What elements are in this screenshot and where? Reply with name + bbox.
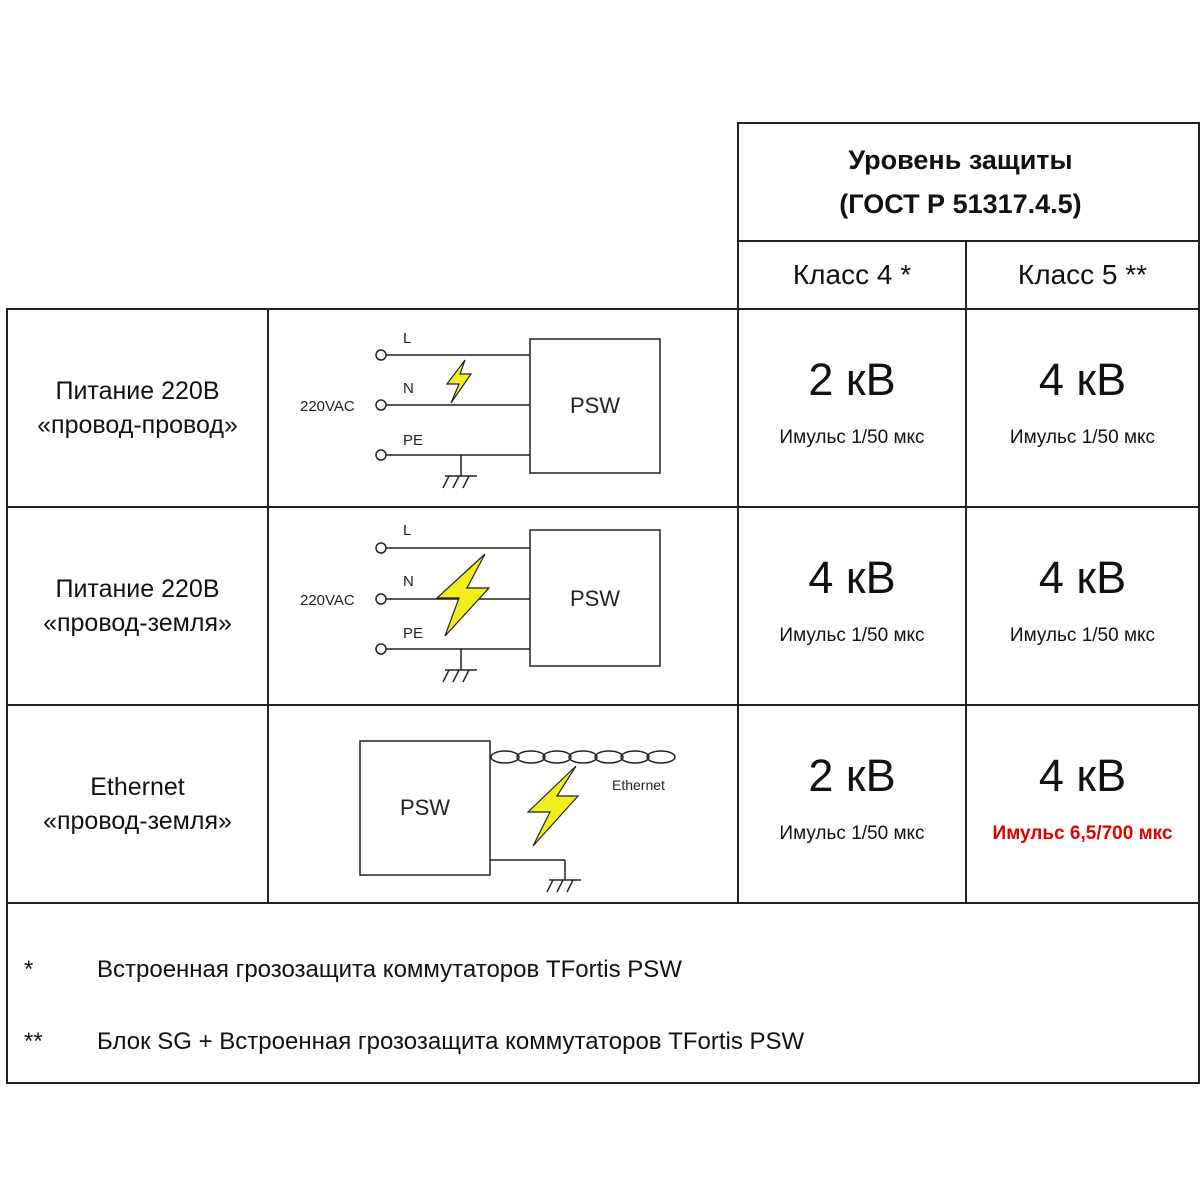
cable-twist	[517, 751, 545, 763]
label-pe: PE	[403, 432, 424, 449]
row3-label-line1: Ethernet	[90, 773, 185, 801]
source-label: 220VAC	[300, 398, 355, 415]
cable-twist	[647, 751, 675, 763]
ethernet-label: Ethernet	[612, 777, 665, 793]
row3-label-cell	[6, 704, 269, 904]
row2-circuit-diagram	[269, 508, 737, 704]
psw-label: PSW	[569, 586, 621, 611]
row3-class5-impulse: Имульс 6,5/700 мкс	[992, 823, 1173, 844]
cable-twist	[621, 751, 649, 763]
row1-class4-impulse: Имульс 1/50 мкс	[779, 427, 925, 448]
terminal-n	[376, 400, 386, 410]
row2-class5-cell	[965, 506, 1200, 706]
label-n: N	[403, 573, 414, 590]
row1-label-line2: «провод-провод»	[37, 411, 238, 439]
label-l: L	[403, 330, 412, 347]
row2-class5-kv: 4 кВ	[1038, 552, 1127, 603]
row3-class5-kv: 4 кВ	[1038, 750, 1127, 801]
header-title-cell	[737, 122, 1200, 242]
note-1-text: Встроенная грозозащита коммутаторов TFortis PSW	[97, 956, 682, 983]
cable-twist	[595, 751, 623, 763]
row1-diagram-cell	[267, 308, 739, 508]
notes-block	[6, 902, 1200, 1084]
label-n: N	[403, 380, 414, 397]
class5-label: Класс 5 **	[1017, 259, 1148, 290]
row1-circuit-diagram	[269, 310, 737, 506]
lightning-bolt-icon	[437, 554, 489, 636]
psw-label: PSW	[399, 795, 451, 820]
cable-twist	[569, 751, 597, 763]
header-class4-cell	[737, 240, 967, 310]
row3-class5-cell	[965, 704, 1200, 904]
row2-label-line1: Питание 220В	[55, 575, 220, 603]
row2-class4-impulse: Имульс 1/50 мкс	[779, 625, 925, 646]
header-title-line1: Уровень защиты	[848, 145, 1073, 175]
row2-class4-cell	[737, 506, 967, 706]
terminal-pe	[376, 644, 386, 654]
row2-class4-kv: 4 кВ	[808, 552, 896, 603]
row1-class4-cell	[737, 308, 967, 508]
row3-label-line2: «провод-земля»	[43, 807, 232, 835]
note-1	[24, 956, 682, 984]
header-title-line2: (ГОСТ Р 51317.4.5)	[839, 189, 1082, 219]
cable-twist	[491, 751, 519, 763]
source-label: 220VAC	[300, 592, 355, 609]
row2-label-line2: «провод-земля»	[43, 609, 232, 637]
lightning-bolt-icon	[528, 766, 578, 846]
row1-class5-kv: 4 кВ	[1038, 354, 1127, 405]
row3-class4-kv: 2 кВ	[808, 750, 896, 801]
label-pe: PE	[403, 625, 424, 642]
class4-label: Класс 4 *	[792, 259, 912, 290]
row3-diagram-cell	[267, 704, 739, 904]
row1-class5-cell	[965, 308, 1200, 508]
row1-class4-kv: 2 кВ	[808, 354, 896, 405]
label-l: L	[403, 522, 412, 539]
row3-class4-cell	[737, 704, 967, 904]
terminal-n	[376, 594, 386, 604]
note-2-text: Блок SG + Встроенная грозозащита коммутаторов TFortis PSW	[97, 1028, 805, 1055]
lightning-bolt-icon	[447, 360, 471, 403]
row1-class5-impulse: Имульс 1/50 мкс	[1009, 427, 1156, 448]
psw-label: PSW	[569, 393, 621, 418]
row3-class4-impulse: Имульс 1/50 мкс	[779, 823, 925, 844]
terminal-l	[376, 543, 386, 553]
note-2	[24, 1028, 804, 1056]
row1-label-line1: Питание 220В	[55, 377, 220, 405]
row3-ethernet-diagram	[269, 706, 737, 902]
cable-twist	[543, 751, 571, 763]
terminal-l	[376, 350, 386, 360]
note-1-mark: *	[24, 956, 34, 983]
row1-label-cell	[6, 308, 269, 508]
note-2-mark: **	[24, 1028, 43, 1055]
row2-class5-impulse: Имульс 1/50 мкс	[1009, 625, 1156, 646]
row2-diagram-cell	[267, 506, 739, 706]
header-class5-cell	[965, 240, 1200, 310]
terminal-pe	[376, 450, 386, 460]
row2-label-cell	[6, 506, 269, 706]
